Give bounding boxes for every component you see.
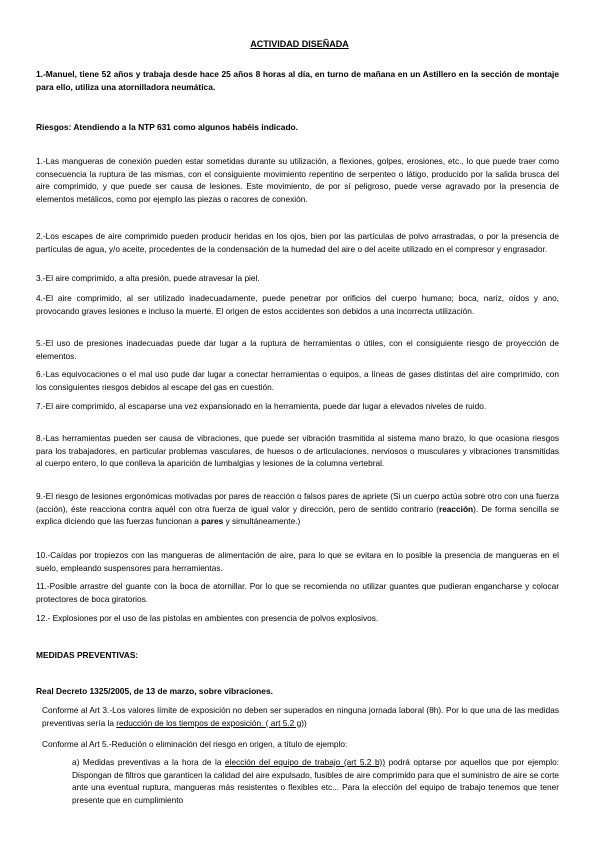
risk-item-12: 12.- Explosiones por el uso de las pistolas en ambientes con presencia de polvos explosivos. [36,613,379,623]
risk-item-9-reaccion: reacción [438,503,474,514]
art3-paragraph [42,704,559,729]
medidas-heading: MEDIDAS PREVENTIVAS: [36,650,139,660]
intro-paragraph: 1.-Manuel, tiene 52 años y trabaja desde hace 25 años 8 horas al día, en turno de mañana en un Astillero en la sección de montaje para ello, utiliza una atornilladora neumática. [36,69,559,92]
risk-item-3: 3.-El aire comprimido, a alta presión, puede atravesar la piel. [36,273,260,283]
risk-item-9-text-2: ). De forma sencilla se explica diciendo que las fuerzas funcionan a [36,503,559,526]
risk-item-7: 7.-El aire comprimido, al escaparse una vez expansionado en la herramienta, puede dar lugar a elevados niveles de ruido. [36,401,487,411]
risk-item-9-text: 9.-El riesgo de lesiones ergonómicas motivadas por pares de reacción o falsos pares de apriete (Si un cuerpo actúa sobre otro con una fuerza (acción), éste reacciona contra aquél con otra fuerza de igual valor y dirección, pero de sentido contrario ( [36,491,559,514]
risk-item-1: 1.-Las mangueras de conexión pueden estar sometidas durante su utilización, a flexiones, golpes, erosiones, etc., lo que puede traer como consecuencia la ruptura de las mismas, con el consiguiente movimiento repentino de serpenteo o látigo, producido por la salida brusca del aire comprimido, y que puede ser causa de lesiones. Este movimiento, de por sí peligroso, puede verse agravado por la presencia de elementos metálicos, como por ejemplo las piezas o racores de conexión. [36,156,559,204]
risk-item-2: 2.-Los escapes de aire comprimido pueden producir heridas en los ojos, bien por las partículas de polvo arrastradas, o por la presencia de partículas de agua, y/o aceite, procedentes de la condensación de la humedad del aire o del aceite utilizado en el compresor y engrasador. [36,231,559,254]
measure-a-underlined: elección del equipo de trabajo (art 5.2 b)) [225,757,386,767]
risk-item-9 [36,490,559,528]
risk-item-9-text-3: y simultáneamente.) [223,516,301,526]
measure-a-text-2: podrá optarse por aquellos que por ejemplo: Dispongan de filtros que garanticen la calidad del aire expulsado, fusibles de aire comprimido para que el suministro de aire se corte ante una eventual ruptura, mangueras más resistentes o flexibles etc... Para la elección del equipo de trabajo tenemos que tener presente que en cumplimiento [72,757,560,805]
risk-item-6: 6.-Las equivocaciones o el mal uso pude dar lugar a conectar herramientas o equipos, a líneas de gases distintas del aire comprimido, con los consiguientes riesgos debidos al escape del gas en cuestión. [36,369,559,392]
art3-underlined: reducción de los tiempos de exposición. ( art 5.2 g)) [116,717,307,728]
risk-item-9-pares: pares [201,516,224,526]
art3-text: Conforme al Art 3.-Los valores límite de exposición no deben ser superados en ninguna jornada laboral (8h). Por lo que una de las medidas preventivas sería la [42,705,559,728]
measure-a-text: a) Medidas preventivas a la hora de la [72,757,226,767]
risk-item-5: 5.-El uso de presiones inadecuadas puede dar lugar a la ruptura de herramientas o útiles, con el consiguiente riesgo de proyección de elementos. [36,338,559,361]
risk-item-11: 11.-Posible arrastre del guante con la boca de atornillar. Por lo que se recomienda no utilizar guantes que pudieran engancharse y colocar protectores de boca giratorios. [36,581,559,604]
page-title: ACTIVIDAD DISEÑADA [250,39,349,49]
real-decreto-heading: Real Decreto 1325/2005, de 13 de marzo, sobre vibraciones. [36,686,273,696]
riesgos-heading: Riesgos: Atendiendo a la NTP 631 como algunos habéis indicado. [36,122,299,132]
measure-a-paragraph [72,756,559,806]
art5-paragraph: Conforme al Art 5.-Redución o eliminación del riesgo en origen, a título de ejemplo: [42,739,348,749]
risk-item-10: 10.-Caídas por tropiezos con las mangueras de alimentación de aire, para lo que se evitara en lo posible la presencia de mangueras en el suelo, empleando suspensores para herramientas. [36,550,559,573]
risk-item-4: 4.-El aire comprimido, al ser utilizado inadecuadamente, puede penetrar por orificios del cuerpo humano; boca, nariz, oídos y ano, provocando graves lesiones e incluso la muerte. El origen de estos accidentes son debidos a una incorrecta utilización. [36,293,559,316]
risk-item-8: 8.-Las herramientas pueden ser causa de vibraciones, que puede ser vibración trasmitida al sistema mano brazo, lo que ocasiona riesgos para los trabajadores, en particular problemas vasculares, de huesos o de articulaciones, nerviosos o musculares y vibraciones transmitidas al cuerpo entero, lo que conlleva la aparición de lumbalgias y lesiones de la columna vertebral. [36,433,559,468]
